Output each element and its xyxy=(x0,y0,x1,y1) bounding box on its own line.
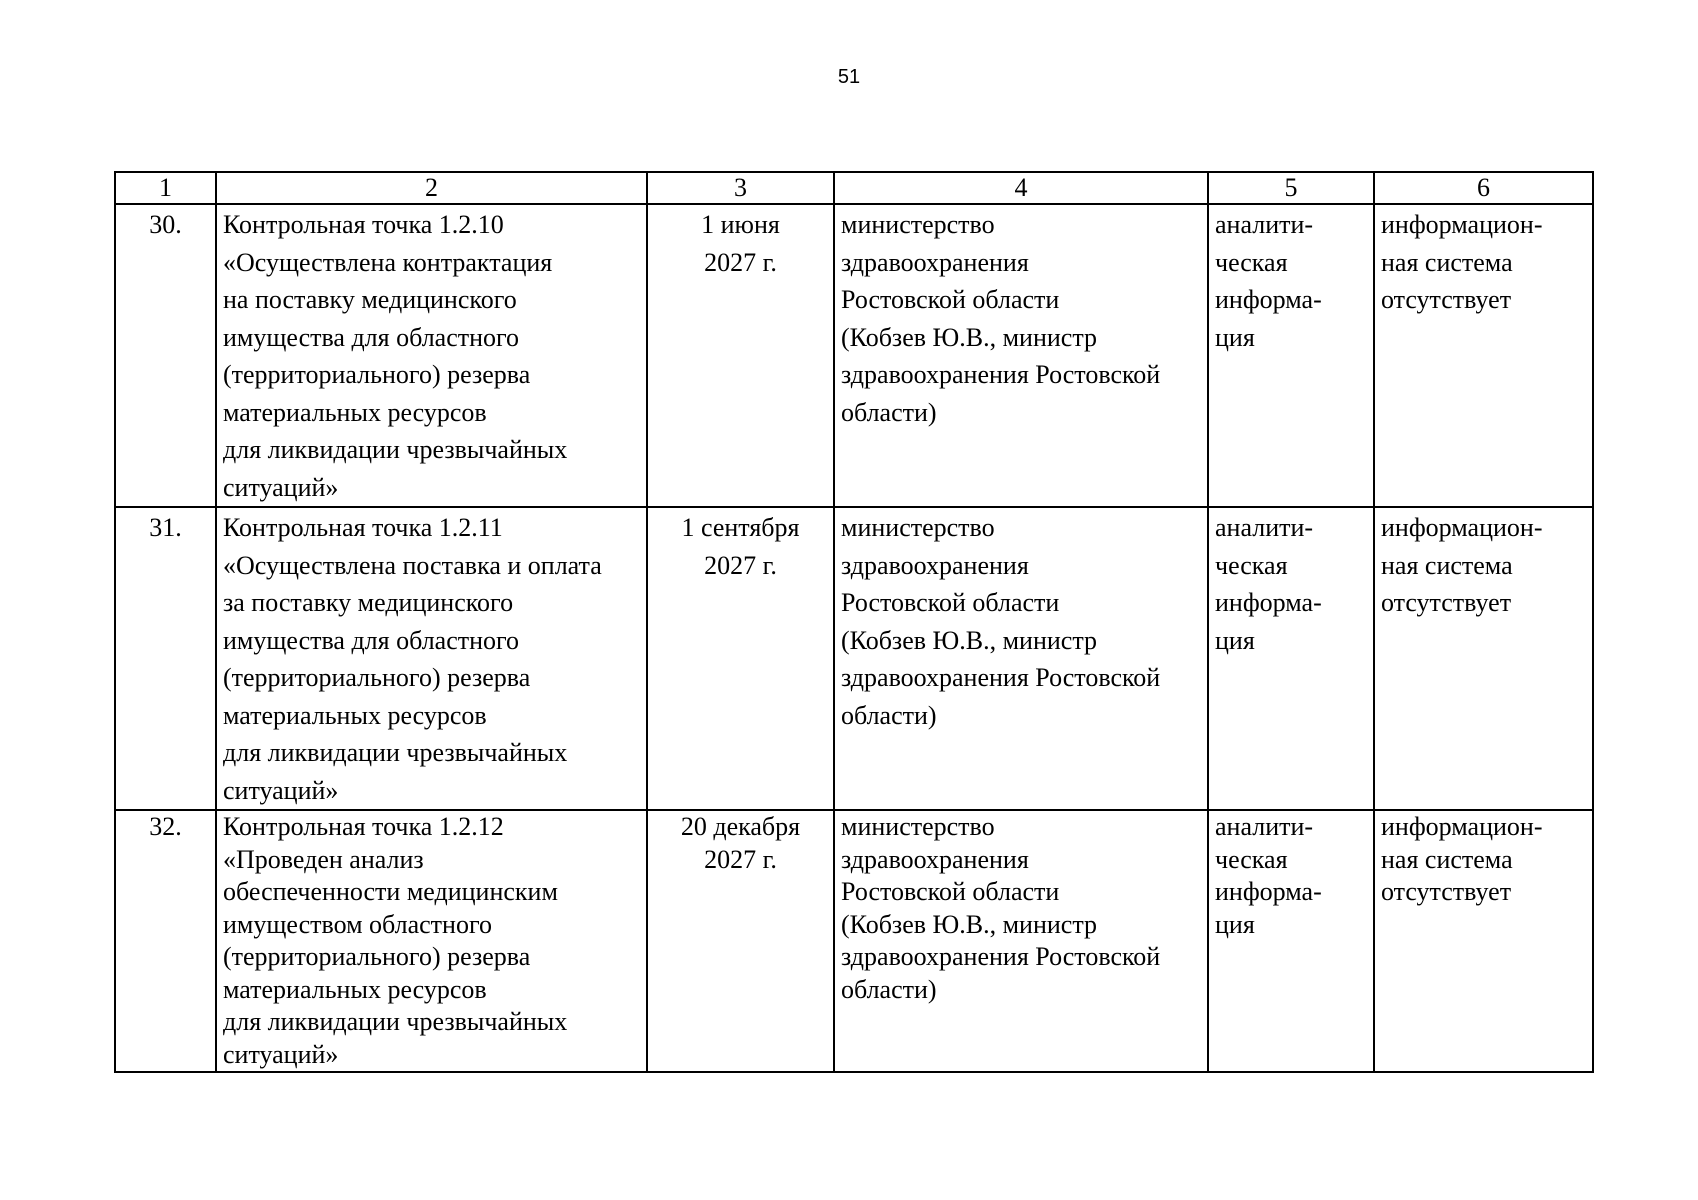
text-line: обеспеченности медицинским xyxy=(223,877,558,906)
text-line: министерство xyxy=(841,513,995,542)
column-header-2: 2 xyxy=(216,172,647,204)
text-line: «Осуществлена поставка и оплата xyxy=(223,550,602,580)
text-line: информа- xyxy=(1215,588,1322,617)
column-header-6: 6 xyxy=(1374,172,1593,204)
text-line: информа- xyxy=(1215,285,1322,314)
text-line: здравоохранения xyxy=(841,247,1029,277)
text-line: для ликвидации чрезвычайных xyxy=(223,1007,568,1036)
text-line: Контрольная точка 1.2.11 xyxy=(223,513,503,542)
document-type xyxy=(1208,507,1374,810)
text-line: Ростовской области xyxy=(841,285,1060,314)
text-line: (территориального) резерва xyxy=(223,663,531,692)
text-line: ситуаций» xyxy=(223,472,339,502)
text-line: здравоохранения xyxy=(841,844,1029,874)
responsible-executor xyxy=(834,810,1208,1072)
text-line: области) xyxy=(841,974,937,1004)
text-line: 20 декабря xyxy=(680,812,801,841)
text-line: аналити- xyxy=(1215,812,1314,841)
column-header-4: 4 xyxy=(834,172,1208,204)
text-line: ситуаций» xyxy=(223,1039,339,1069)
text-line: ция xyxy=(1215,625,1255,655)
text-line: ция xyxy=(1215,909,1255,939)
row-number: 32. xyxy=(115,810,216,1072)
control-point-description xyxy=(216,507,647,810)
text-line: отсутствует xyxy=(1381,285,1512,314)
text-line: Контрольная точка 1.2.12 xyxy=(223,812,504,841)
text-line: ная система xyxy=(1381,844,1513,874)
text-line: Контрольная точка 1.2.10 xyxy=(223,210,504,239)
text-line: 1 сентября xyxy=(681,513,800,542)
text-line: информацион- xyxy=(1381,812,1543,841)
text-line: ческая xyxy=(1215,247,1288,277)
text-line: информацион- xyxy=(1381,513,1543,542)
text-line: здравоохранения Ростовской xyxy=(841,360,1161,389)
text-line: имущества для областного xyxy=(223,625,520,655)
text-line: отсутствует xyxy=(1381,877,1512,906)
text-line: аналити- xyxy=(1215,210,1314,239)
text-line: материальных ресурсов xyxy=(223,974,487,1004)
text-line: области) xyxy=(841,397,937,427)
responsible-executor xyxy=(834,507,1208,810)
text-line: ная система xyxy=(1381,550,1513,580)
column-header-5: 5 xyxy=(1208,172,1374,204)
deadline-date xyxy=(647,810,834,1072)
text-line: для ликвидации чрезвычайных xyxy=(223,435,568,464)
responsible-executor xyxy=(834,204,1208,507)
control-point-description xyxy=(216,810,647,1072)
text-line: ческая xyxy=(1215,550,1288,580)
text-line: министерство xyxy=(841,210,995,239)
column-header-3: 3 xyxy=(647,172,834,204)
text-line: 2027 г. xyxy=(704,247,777,277)
text-line: ная система xyxy=(1381,247,1513,277)
text-line: 1 июня xyxy=(701,210,780,239)
text-line: (Кобзев Ю.В., министр xyxy=(841,909,1098,939)
text-line: ция xyxy=(1215,322,1255,352)
text-line: материальных ресурсов xyxy=(223,700,487,730)
text-line: за поставку медицинского xyxy=(223,588,514,617)
text-line: (территориального) резерва xyxy=(223,942,531,971)
deadline-date xyxy=(647,507,834,810)
text-line: ческая xyxy=(1215,844,1288,874)
text-line: отсутствует xyxy=(1381,588,1512,617)
text-line: информа- xyxy=(1215,877,1322,906)
text-line: 2027 г. xyxy=(704,844,777,874)
text-line: области) xyxy=(841,700,937,730)
text-line: здравоохранения Ростовской xyxy=(841,663,1161,692)
text-line: аналити- xyxy=(1215,513,1314,542)
text-line: «Осуществлена контрактация xyxy=(223,247,553,277)
text-line: здравоохранения xyxy=(841,550,1029,580)
information-system xyxy=(1374,204,1593,507)
information-system xyxy=(1374,810,1593,1072)
information-system xyxy=(1374,507,1593,810)
table-row xyxy=(115,810,1593,1072)
text-line: (Кобзев Ю.В., министр xyxy=(841,625,1098,655)
column-number-header-row xyxy=(115,172,1593,204)
text-line: Ростовской области xyxy=(841,588,1060,617)
text-line: Ростовской области xyxy=(841,877,1060,906)
table-row xyxy=(115,204,1593,507)
column-header-1: 1 xyxy=(115,172,216,204)
text-line: (территориального) резерва xyxy=(223,360,531,389)
text-line: 2027 г. xyxy=(704,550,777,580)
text-line: ситуаций» xyxy=(223,775,339,805)
page-number: 51 xyxy=(837,66,861,88)
text-line: здравоохранения Ростовской xyxy=(841,942,1161,971)
text-line: министерство xyxy=(841,812,995,841)
deadline-date xyxy=(647,204,834,507)
text-line: имущества для областного xyxy=(223,322,520,352)
control-point-description xyxy=(216,204,647,507)
text-line: для ликвидации чрезвычайных xyxy=(223,738,568,767)
text-line: на поставку медицинского xyxy=(223,285,517,314)
text-line: информацион- xyxy=(1381,210,1543,239)
text-line: имуществом областного xyxy=(223,909,492,939)
table-row xyxy=(115,507,1593,810)
document-type xyxy=(1208,810,1374,1072)
row-number: 30. xyxy=(115,204,216,507)
control-points-table xyxy=(114,171,1594,1073)
text-line: материальных ресурсов xyxy=(223,397,487,427)
document-type xyxy=(1208,204,1374,507)
text-line: «Проведен анализ xyxy=(223,844,424,874)
row-number: 31. xyxy=(115,507,216,810)
text-line: (Кобзев Ю.В., министр xyxy=(841,322,1098,352)
